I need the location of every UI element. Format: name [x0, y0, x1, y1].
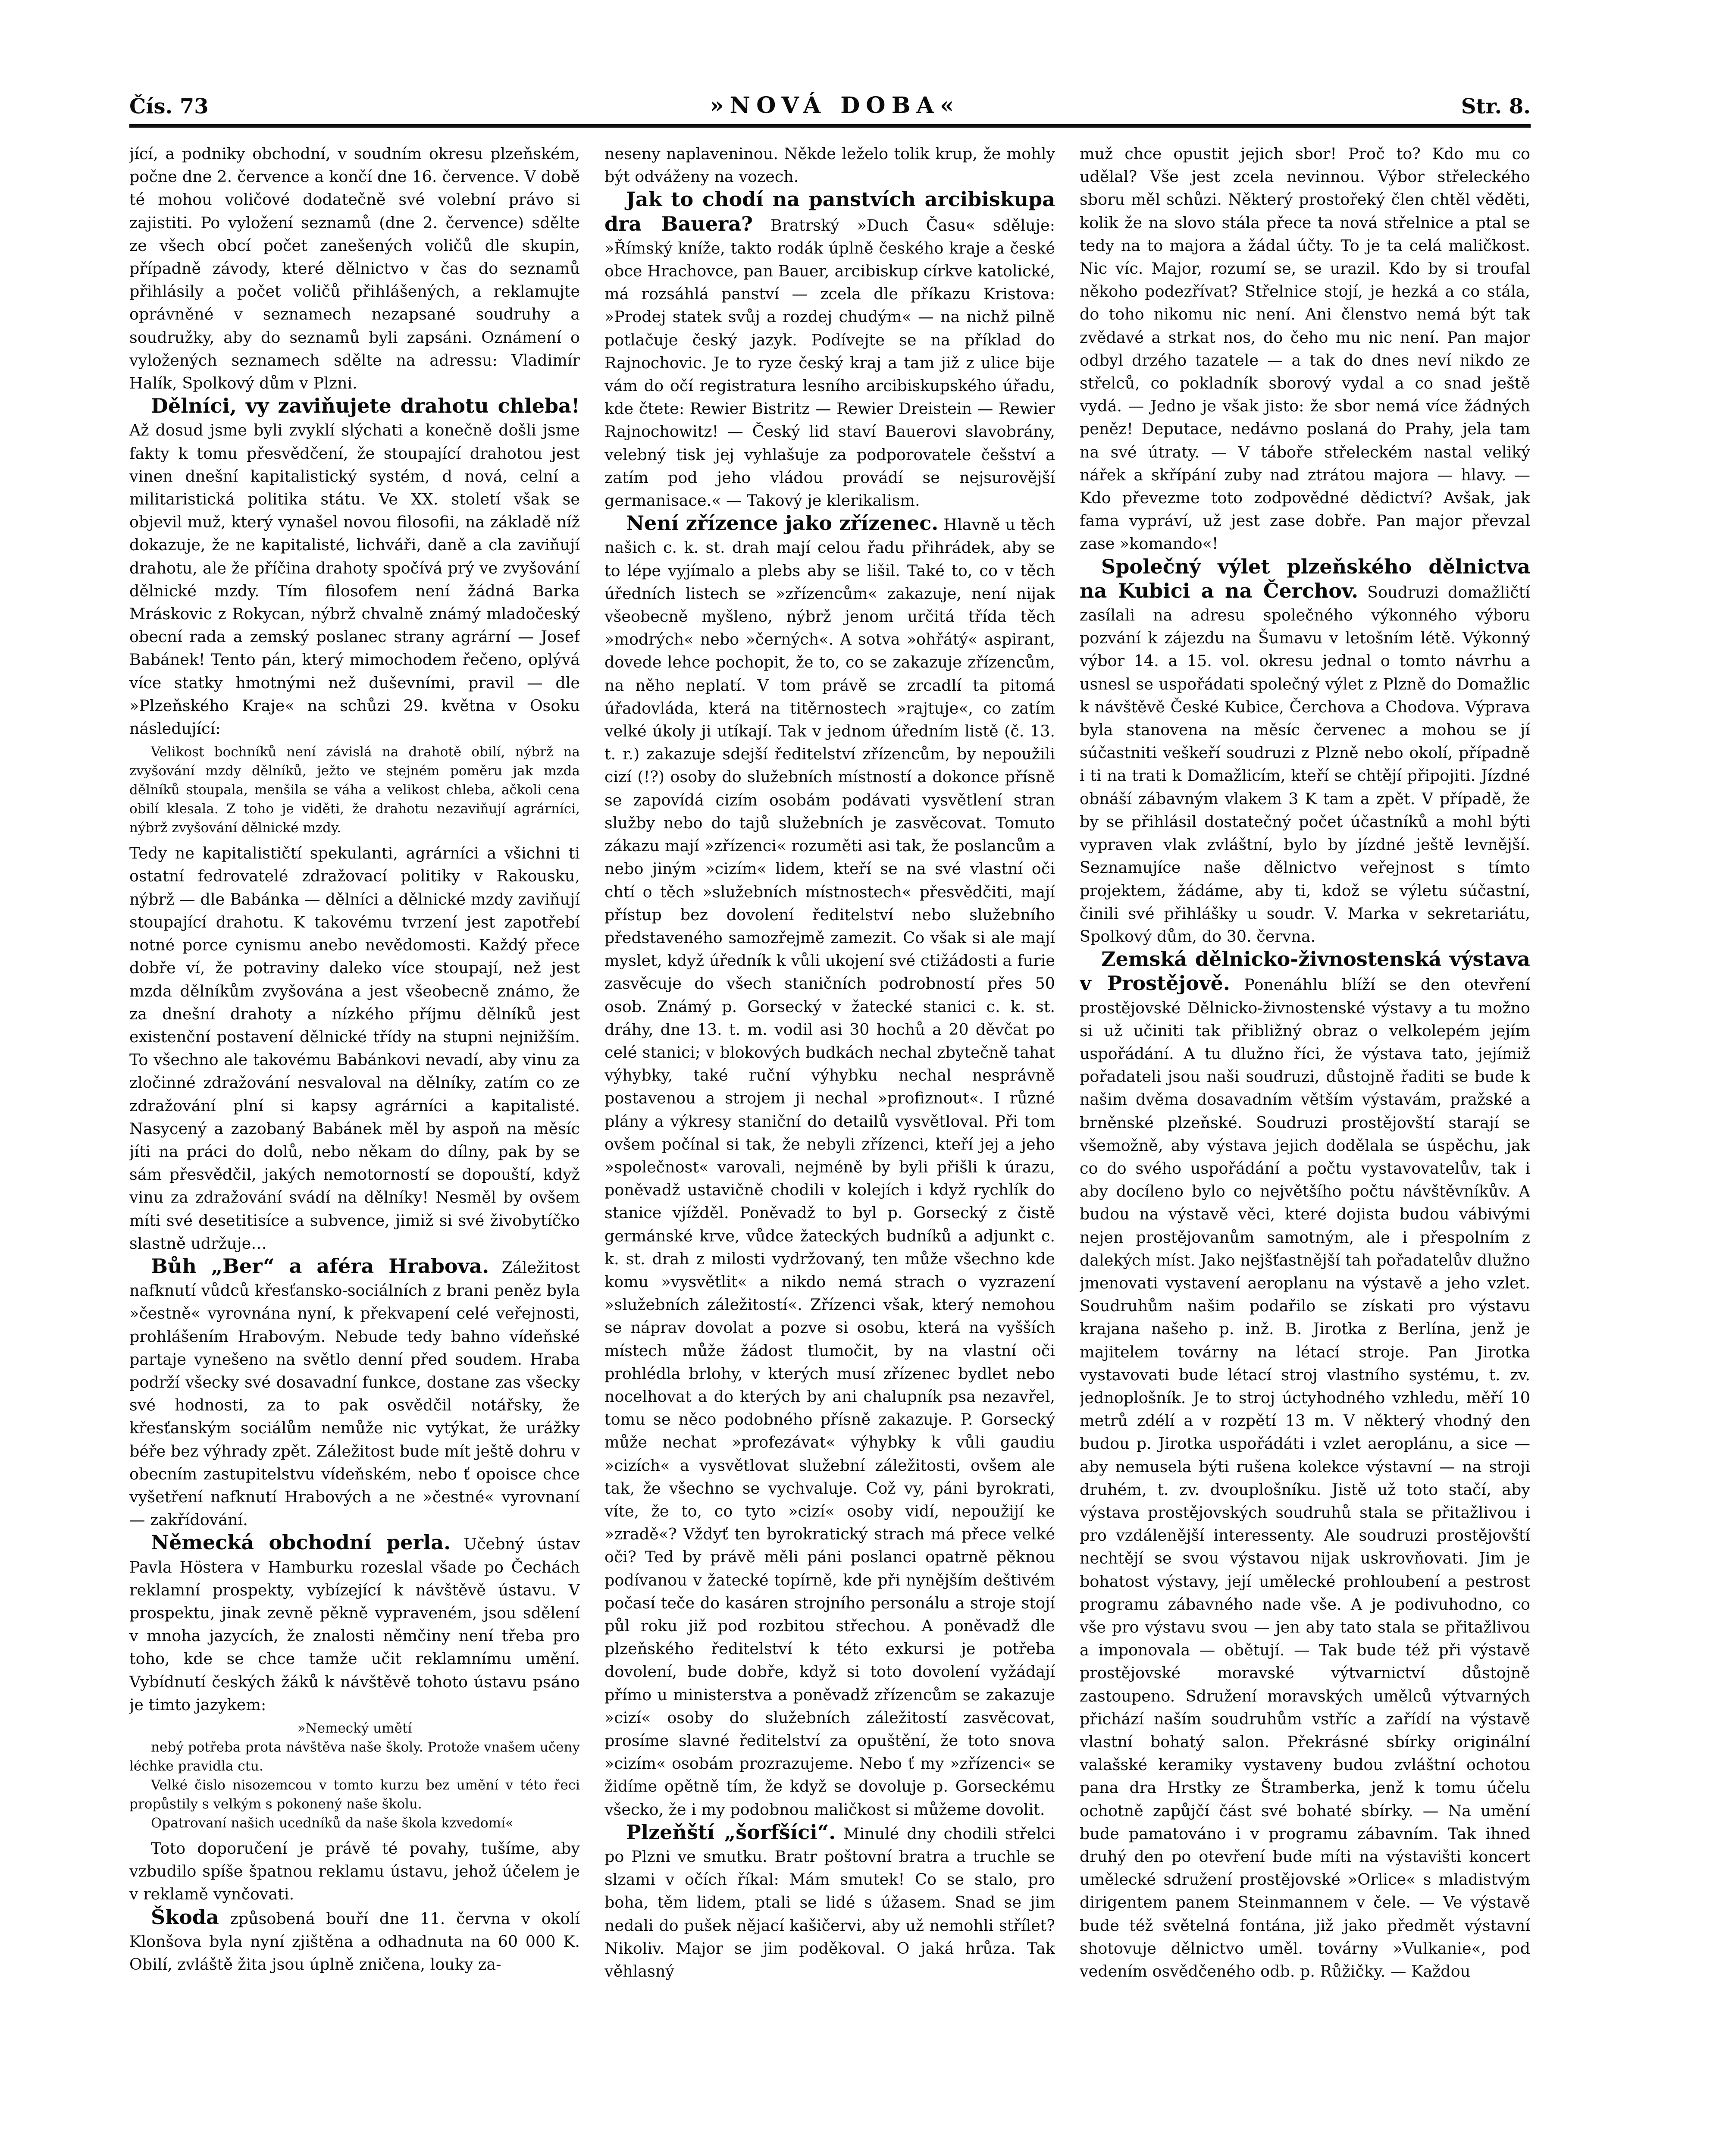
article-text: Záležitost nafknutí vůdců křesťansko-sociálních z brani peněz byla »čestně« vyrovnána nyní, k překvapení celé veřejnosti, prohlášením Hrabovým. Nebude tedy bahno vídeňské partaje vynešeno na světlo denní před soudem. Hraba podrží všecky své dosavadní funkce, dostane zas všecky své hodnosti, za to pak osvědčil notářsky, že křesťanským sociálům nemůže nic vytýkat, že urážky béře bez výhrady zpět. Záležitost bude mít ještě dohru v obecním zastupitelstvu vídeňském, nebo ť opoisce chce vyšetření nafknutí Hrabových a ne »čestné« vyrovnaní — zakřídování.: [129, 1258, 580, 1529]
newspaper-title: »NOVÁ DOBA«: [710, 92, 960, 119]
quote-text: Velikost bochníků není závislá na drahotě obilí, nýbrž na zvyšování mzdy dělníků, ježto ve stejném poměru jak mzda dělníků stoupala, menšila se váha a velikost chleba, ačkoli cena obilí klesala. Z toho je viděti, že drahotu nezaviňují agrárníci, nýbrž zvyšování dělnické mzdy.: [129, 744, 580, 836]
article-heading: Škoda: [151, 1905, 219, 1929]
article-text: Soudruzi domažličtí zasílali na adresu společného výkonného výboru pozvání k zájezdu na Šumavu v letošním létě. Výkonný výbor 14. a 15. vol. okresu jednal o tomto návrhu a usnesl se uspořádati společný výlet z Plzně do Domažlic k návštěvě České Kubice, Čerchova a Chodova. Výprava byla stanovena na měsíc červenec a mohou se jí súčastniti veškeří soudruzi z Plzně nebo okolí, případně i ti na trati k Domažlicím, kteří se chtějí připojiti. Jízdné obnáší zábavným vlakem 3 K tam a zpět. V případě, že by se přihlásil dostatečný počet účastníků a mohl býti vypraven vlak zvláštní, bylo by jízdné ještě levnější. Seznamujíce naše dělnictvo veřejnost s tímto projektem, žádáme, aby ti, kdož se výletu súčastní, činili své přihlášky u soudr. V. Marka v sekretariátu, Spolkový dům, do 30. června.: [1080, 583, 1530, 946]
article-heading: Dělníci, vy zaviňujete drahotu chleba!: [151, 394, 580, 418]
article-text: Bratrský »Duch Času« sděluje: »Římský kníže, takto rodák úplně českého kraje a české obce Hrachovce, pan Bauer, arcibiskup církve katolické, má rozsáhlá panství — zcela dle příkazu Kristova: »Prodej statek svůj a rozdej chudým« — na nichž pilně potlačuje český jazyk. Podívejte se na příklad do Rajnochovic. Je to ryze český kraj a tam již z ulice bije vám do očí registratura lesního arcibiskupského úřadu, kde čtete: Rewier Bistritz — Rewier Dreistein — Rewier Rajnochowitz! — Český lid staví Bauerovi slavobrány, velebný tisk jej vyhlašuje za podporovatele češství a zatím pod jeho vládou provádí se nejsurovější germanisace.« — Takový je klerikalism.: [604, 216, 1055, 510]
article-text: Minulé dny chodili střelci po Plzni ve smutku. Bratr poštovní bratra a truchle se slzami v očích říkal: Mám smutek! Co se stalo, pro boha, těm lidem, ptali se lidé s úžasem. Snad se jim nedali do pušek nějací kašičervi, aby už nemohli střílet? Nikoliv. Major se jim poděkoval. O jaká hrůza. Tak věhlasný: [604, 1824, 1055, 1981]
article-text: Ponenáhlu blíží se den otevření prostějovské Dělnicko-živnostenské výstavy a tu možno si už učiniti tak přibližný obraz o velkolepém jejím uspořádání. A tu dlužno říci, že výstava tato, jejímiž pořadateli jsou naši soudruzi, důstojně řaditi se bude k našim dvěma dosavadním větším výstavám, pražské a brněnské plzeňské. Soudruzi prostějovští starají se všemožně, aby výstava jejich dodělala se úspěchu, jak co do svého uspořádání a počtu vystavovatelův, tak i aby docíleno bylo co největšího počtu návštěvníkův. A budou na výstavě věci, které dojista budou vábivými nejen prostějovanům samotným, ale i přespolním z dalekých míst. Jako nejšťastnější tah pořadatelův dlužno jmenovati vystavení aeroplanu na výstavě a jeho vzlet. Soudruhům našim podařilo se získati pro výstavu krajana našeho p. inž. B. Jirotka z Berlína, jenž je majitelem továrny na létací stroje. Pan Jirotka vystavovati bude létací stroj vlastního systému, t. zv. jednoplošník. Je to stroj úctyhodného vzhledu, měří 10 metrů zdélí a v rozpětí 13 m. V některý vhodný den budou p. Jirotka uspořádáti i vzlet aeroplánu, a sice — aby nemusela býti rušena kolekce výstavní — na stroji druhém, t. zv. dvouplošníku. Jistě už toto stačí, aby výstava prostějovských soudruhů stala se přitažlivou i pro vzdálenější interessenty. Ale soudruzi prostějovští nechtějí se svou výstavou nijak uskrovňovati. Jim je bohatost výstavy, její umělecké prohloubení a pestrost programu zábavného nade vše. A je podivuhodno, co vše pro výstavu svou — jen aby tato stala se přitažlivou a imponovala — obětují. — Tak bude též při výstavě prostějovské moravské výtvarnictví důstojně zastoupeno. Sdružení moravských umělců výtvarných přichází naším soudruhům vstříc a zařídí na výstavě vlastní bohatý salon. Překrásné sbírky originální valašské keramiky vystaveny budou zvláštní ochotou pana dra Hrstky ze Štramberka, jenž k tomu účelu ochotně zapůjčí část své bohaté sbírky. — Na umění bude pamatováno i v programu zábavním. Tak ihned druhý den po otevření bude míti na výstavišti koncert umělecké sdružení prostějovské »Orlice« s mladistvým dirigentem panem Steinmannem v čele. — Ve výstavě bude též světelná fontána, již jako předmět výstavní shotovuje dělnictvo uměl. továrny »Vulkanie«, pod vedením osvědčeného odb. p. Růžičky. — Každou: [1080, 975, 1530, 1981]
quote-text: Opatrovaní našich ucedníků da naše škola kzvedomí«: [151, 1815, 514, 1831]
article-heading: Bůh „Ber“ a aféra Hrabova.: [151, 1254, 489, 1278]
page-header: [129, 84, 1531, 119]
article-text: muž chce opustit jejich sbor! Proč to? Kdo mu co udělal? Vše jest zcela nevinnou. Výbor střeleckého sboru měl schůzi. Některý prostořeký člen chtěl věděti, kolik že na slovo stála přece ta nová střelnice a ptal se tedy na to majora a žádal účty. To je ta celá maličkost. Nic víc. Major, rozumí se, se urazil. Kdo by si troufal někoho podezřívat? Střelnice stojí, je hezká a co stála, do toho nikomu nic není. Ani členstvo nemá být tak zvědavé a strkat nos, do čeho mu nic není. Pan major odbyl drzého tazatele — a tak do dnes neví nikdo ze střelců, co pokladník sborový vydal a co snad ještě vydá. — Jedno je však jisto: že sbor nemá více žádných peněz! Deputace, nedávno poslaná do Prahy, jela tam na své útraty. — V táboře střeleckém nastal veliký nářek a skřípání zuby nad ztrátou majora — hlavy. — Kdo převezme toto zodpovědné dědictví? Avšak, jak fama vypráví, už jest zase dobře. Pan major převzal zase »komando«!: [1080, 144, 1530, 553]
article-heading: Jak to chodí na panstvích arcibiskupa dra Bauera?: [604, 188, 1055, 235]
article-text: Hlavně u těch našich c. k. st. drah mají celou řadu přihrádek, aby se to lépe vyjímalo a plebs aby se lišil. Také to, co v těch úředních listech se »zřízencům« zakazuje, není nijak všeobecně myšleno, nýbrž jenom určitá třída těch »modrých« nebo »černých«. A sotva »ohřátý« aspirant, dovede lehce pochopit, že to, co se zakazuje zřízencům, na něho neplatí. V tom právě se zrcadlí ta pitomá úřadovláda, která na titěrnostech »rajtuje«, co zatím velké úkoly ji utíkají. Tak v jednom úředním listě (č. 13. t. r.) zakazuje sdejší ředitelství zřízencům, by nepoužili cizí (!?) osoby do služebních místností a dokonce přísně se zapovídá cizím osobám podávati vysvětlení stran služby nebo do tajů služebních je zasvěcovat. Tomuto zákazu mají »zřízenci« rozuměti asi tak, že poslancům a nebo jiným »cizím« lidem, kteří se na své vlastní oči chtí o těch »služebních místnostech« přesvědčiti, mají přístup bez dovolení ředitelství nebo služebního představeného samozřejmě zamezit. Co však si ale mají myslet, když úředník k vůli ukojení své ctižádosti a furie zasvěcuje do všech staničních podrobností přes 50 osob. Známý p. Gorsecký v žatecké stanici c. k. st. dráhy, dne 13. t. m. vodil asi 30 hochů a 20 děvčat po celé stanici; v blokových budkách nechal zbytečně tahat výhybky, také ruční výhybku nechal nesprávně postavenou a strojem ji nechal »profiznout«. I různé plány a výkresy staniční do detailů vysvětloval. Při tom ovšem počínal si tak, že nebyli zřízenci, kteří jej a jeho »společnost« varovali, nejméně by byli přišli k úrazu, poněvadž ustavičně chodili v kolejích i když rychlík do stanice vjížděl. Poněvadž to byl p. Gorsecký z čistě germánské krve, vůdce žateckých budníků a adjunkt c. k. st. drah z milosti vydržovaný, ten může všechno kde komu »vysvětlit« a nikdo nemá strach o vyzrazení »služebních záležitostí«. Zřízenci však, který nemohou se náprav dovolat a pozve si osobu, která na vyšších místech může žádost tlumočit, by na vlastní oči prohlédla brlohy, v kterých musí zřízenec bydlet nebo nocelhovat a do kterých by ani chalupník psa nezavřel, tomu se něco podobného přísně zakazuje. P. Gorsecký může nechat »profezávat« výhybky k vůli gaudiu »cizích« a vysvětlovat služební záležitosti, ovšem ale tak, že všechno se vychvaluje. Což vy, páni byrokrati, víte, že to, co tyto »cizí« osoby vidí, nepoužijí ke »zradě«? Vždyť ten byrokratický strach má přece velké oči? Ted by právě měli páni poslanci opatrně pěknou podívanou v žatecké topírně, kde při nynějším deštivém počasí teče do kasáren strojního personálu a stroje stojí půl roku již pod rozbitou střechou. A poněvadž dle plzeňského ředitelství k této exkursi je potřeba dovolení, bude dobře, když si toto dovolení vyžádají přímo u ministerstva a poněvadž zřízencům se zakazuje »cizí« osoby do služebních záležitostí zasvěcovat, prosíme slavné ředitelství za opuštění, že toto snova »cizím« osobám prozrazujeme. Nebo ť my »zřízenci« se židíme opětně tím, že když se dovoluje p. Gorseckému všecko, že i my podobnou maličkost si můžeme dovolit.: [604, 515, 1055, 1819]
quote-text: nebý potřeba prota návštěva naše školy. Protože vnašem učeny léchke pravidla ctu.: [129, 1739, 580, 1774]
article-text: Až dosud jsme byli zvyklí slýchati a konečně došli jsme fakty k tomu přesvědčení, že stoupající drahotou jest vinen dnešní kapitalistický systém, d nová, celní a militaristická politika státu. Ve XX. století však se objevil muž, který vynašel novou filosofii, na základě níž dokazuje, že ne kapitalisté, lichváři, daně a cla zaviňují drahotu, ale že příčina drahoty spočívá prý ve zvyšování dělnické mzdy. Tím filosofem není žádná Barka Mráskovic z Rokycan, nýbrž chvalně známý mladočeský obecní rada a zemský poslanec strany agrární — Josef Babánek! Tento pán, který mimochodem řečeno, oplývá více statky hmotnými než duševními, pravil — dle »Plzeňského Kraje« na schůzi 29. května v Osoku následující:: [129, 421, 580, 738]
article-text: Tedy ne kapitalističtí spekulanti, agrárníci a všichni ti ostatní fedrovatelé zdražovací politiky v Rakousku, nýbrž — dle Babánka — dělníci a dělnické mzdy zaviňují stoupající drahotu. K takovému tvrzení jest zapotřebí notné porce cynismu anebo nevědomosti. Každý přece dobře ví, že potraviny daleko více stoupají, než jest mzda dělníkům zvyšována a jest všeobecně známo, že za dnešní drahoty a nízkého příjmu dělníků jest existenční postavení dělnické třídy na stupni nejnižším. To všechno ale takovému Babánkovi nevadí, aby vinu za zločinné zdražování nesvaloval na dělníky, zatím co ze zdražování plní si kapsy agrárníci a kapitalisté. Nasycený a zazobaný Babánek měl by aspoň na měsíc jíti na práci do dolů, nebo někam do dílny, pak by se sám přesvědčil, jakých nemotorností se dopouští, když vinu za zdražování svádí na dělníky! Nesměl by ovšem míti své desetitisíce a subvence, jimiž si své živobytíčko slastně udržuje…: [129, 844, 580, 1253]
issue-number: Čís. 73: [129, 94, 209, 119]
article-text: Učebný ústav Pavla Höstera v Hamburku rozeslal všade po Čechách reklamní prospekty, vybízející k návštěvě ústavu. V prospektu, jinak zevně pěkně vypraveném, jsou sdělení v mnoha jazycích, že znalosti němčiny není třeba pro toho, kde se chce tamže učit reklamnímu umění. Vybídnutí českých žáků k návštěvě tohoto ústavu psáno je timto jazykem:: [129, 1535, 580, 1714]
article-heading: Plzeňští „šorfšíci“.: [626, 1820, 836, 1844]
article-heading: Společný výlet plzeňského dělnictva na Kubici a na Čerchov.: [1080, 555, 1530, 602]
header-rule: [129, 124, 1531, 128]
article-heading: Zemská dělnicko-živnostenská výstava v Prostějově.: [1080, 947, 1530, 995]
quote-block: [129, 743, 580, 837]
column-3: [1080, 142, 1530, 2156]
column-1: [129, 142, 580, 2156]
article-heading: Není zřízence jako zřízenec.: [626, 511, 939, 535]
column-2: [604, 142, 1055, 2156]
page-number: Str. 8.: [1461, 94, 1531, 119]
article-text: způsobená bouří dne 11. června v okolí Klonšova byla nyní zjištěna a odhadnuta na 60 000 K. Obilí, zvláště žita jsou úplně zničena, louky za-: [129, 1909, 580, 1974]
article-columns: [129, 142, 1531, 2156]
quote-text: Velké čislo nisozemcou v tomto kurzu bez umění v této řeci propůstily s velkým s pokonený naše školu.: [129, 1777, 580, 1812]
quote-block: [129, 1719, 580, 1833]
article-heading: Německá obchodní perla.: [151, 1531, 451, 1554]
article-text: Toto doporučení je právě té povahy, tušíme, aby vzbudilo spíše špatnou reklamu ústavu, jehož účelem je v reklamě vynčovati.: [129, 1839, 580, 1904]
article-text: jící, a podniky obchodní, v soudním okresu plzeňském, počne dne 2. července a končí dne 16. července. V době té mohou voličové dodatečně své volební právo si zajistiti. Po vyložení seznamů (dne 2. července) sdělte ze všech obcí počet zanešených voličů dle skupin, případně závody, které dělnictvo v čas do seznamů přihlásily a počet voličů přihlášených, a reklamujte oprávněné v seznamech nezapsané soudruhy a soudružky, aby do seznamů byli zapsáni. Oznámení o vyložených seznamech sdělte na adressu: Vladimír Halík, Spolkový dům v Plzni.: [129, 144, 580, 393]
quote-text: »Nemecký umětí: [297, 1720, 412, 1736]
article-text: neseny naplaveninou. Někde leželo tolik krup, že mohly být odváženy na vozech.: [604, 144, 1055, 186]
